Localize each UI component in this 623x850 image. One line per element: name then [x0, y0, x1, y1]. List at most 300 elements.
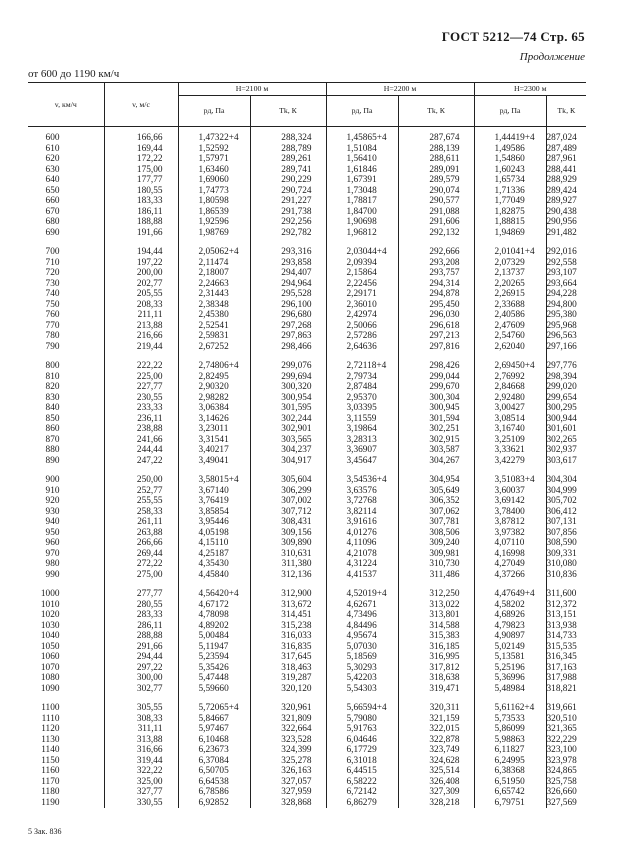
cell-pd-h1: 2,05062+4	[178, 247, 250, 258]
cell-pd-h2: 2,87484	[326, 382, 398, 393]
cell-v-kmh: 1010	[28, 600, 104, 611]
atmosphere-table	[28, 82, 586, 808]
cell-pd-h1: 4,67172	[178, 600, 250, 611]
cell-tk-h1: 296,100	[250, 300, 326, 311]
cell-pd-h1: 6,37084	[178, 756, 250, 767]
cell-v-ms: 197,22	[104, 258, 178, 269]
cell-pd-h2: 2,15864	[326, 268, 398, 279]
table-row	[28, 756, 586, 767]
cell-pd-h2: 2,29171	[326, 289, 398, 300]
cell-tk-h3: 295,380	[546, 310, 577, 320]
cell-pd-h2: 3,03395	[326, 403, 398, 414]
cell-pd-h2: 2,79734	[326, 372, 398, 383]
cell-tk-h2: 304,267	[398, 456, 474, 467]
group-spacer	[28, 580, 586, 589]
cell-tk-h1: 292,256	[250, 217, 326, 228]
cell-v-ms: 227,77	[104, 382, 178, 393]
cell-pd-h1: 5,00484	[178, 631, 250, 642]
cell-v-ms: 297,22	[104, 663, 178, 674]
group-spacer	[28, 694, 586, 703]
cell-pd-h3: 5,86099	[474, 724, 546, 735]
cell-v-ms: 275,00	[104, 570, 178, 581]
cell-v-ms: 316,66	[104, 745, 178, 756]
table-row	[28, 724, 586, 735]
cell-tk-h2: 296,030	[398, 310, 474, 321]
cell-tk-h1: 319,287	[250, 673, 326, 684]
cell-tk-h2: 289,579	[398, 175, 474, 186]
cell-pd-h1: 6,92852	[178, 798, 250, 809]
cell-tk-h2: 317,812	[398, 663, 474, 674]
cell-tk-h1: 327,959	[250, 787, 326, 798]
table-row	[28, 289, 586, 300]
cell-v-kmh: 1190	[28, 798, 104, 809]
cell-tk-h3: 319,661	[546, 703, 577, 713]
cell-v-ms: 266,66	[104, 538, 178, 549]
cell-pd-h3: 1,54860	[474, 154, 546, 165]
cell-tk-h2: 313,801	[398, 610, 474, 621]
cell-tk-h1: 321,809	[250, 714, 326, 725]
cell-pd-h3: 6,24995	[474, 756, 546, 767]
cell-tk-h1: 323,528	[250, 735, 326, 746]
cell-tk-h2: 298,426	[398, 361, 474, 372]
cell-tk-h3: 313,151	[546, 610, 577, 620]
cell-pd-h1: 5,47448	[178, 673, 250, 684]
cell-tk-h3: 322,229	[546, 734, 577, 745]
cell-pd-h3: 2,54760	[474, 331, 546, 342]
cell-tk-h2: 315,383	[398, 631, 474, 642]
table-row	[28, 496, 586, 507]
cell-pd-h3: 1,60243	[474, 165, 546, 176]
table-row	[28, 528, 586, 539]
cell-pd-h1: 2,38348	[178, 300, 250, 311]
cell-tk-h2: 297,816	[398, 342, 474, 353]
cell-tk-h3: 313,938	[546, 620, 577, 631]
cell-tk-h3: 312,372	[546, 599, 577, 610]
cell-tk-h2: 312,250	[398, 589, 474, 600]
cell-tk-h3: 305,702	[546, 496, 577, 506]
cell-pd-h1: 6,64538	[178, 777, 250, 788]
cell-tk-h1: 300,320	[250, 382, 326, 393]
cell-tk-h3: 296,563	[546, 331, 577, 341]
cell-pd-h2: 6,31018	[326, 756, 398, 767]
cell-pd-h3: 2,47609	[474, 321, 546, 332]
cell-pd-h1: 6,10468	[178, 735, 250, 746]
cell-v-kmh: 980	[28, 559, 104, 570]
table-row	[28, 517, 586, 528]
cell-pd-h1: 2,11474	[178, 258, 250, 269]
cell-pd-h3: 2,20265	[474, 279, 546, 290]
cell-pd-h2: 1,45865+4	[326, 127, 398, 144]
cell-tk-h1: 293,858	[250, 258, 326, 269]
cell-pd-h2: 2,50066	[326, 321, 398, 332]
cell-pd-h2: 3,54536+4	[326, 475, 398, 486]
cell-pd-h3: 6,51950	[474, 777, 546, 788]
cell-v-kmh: 1020	[28, 610, 104, 621]
cell-tk-h2: 287,674	[398, 127, 474, 144]
cell-v-ms: 330,55	[104, 798, 178, 809]
cell-pd-h2: 6,17729	[326, 745, 398, 756]
cell-pd-h3: 3,33621	[474, 445, 546, 456]
cell-pd-h1: 1,47322+4	[178, 127, 250, 144]
col-header-h2: H=2200 м	[326, 83, 474, 96]
cell-v-ms: 302,77	[104, 684, 178, 695]
table-row	[28, 745, 586, 756]
cell-pd-h3: 3,08514	[474, 414, 546, 425]
cell-v-kmh: 1080	[28, 673, 104, 684]
cell-pd-h2: 1,78817	[326, 196, 398, 207]
cell-v-ms: 211,11	[104, 310, 178, 321]
cell-v-kmh: 1180	[28, 787, 104, 798]
cell-tk-h2: 310,730	[398, 559, 474, 570]
cell-v-kmh: 1050	[28, 642, 104, 653]
cell-pd-h2: 5,18569	[326, 652, 398, 663]
cell-pd-h3: 2,62040	[474, 342, 546, 353]
cell-pd-h2: 3,82114	[326, 507, 398, 518]
cell-v-kmh: 1150	[28, 756, 104, 767]
cell-pd-h2: 1,73048	[326, 186, 398, 197]
cell-tk-h1: 294,407	[250, 268, 326, 279]
cell-tk-h3: 311,600	[546, 589, 577, 599]
cell-v-ms: 194,44	[104, 247, 178, 258]
cell-v-ms: 305,55	[104, 703, 178, 714]
cell-tk-h3: 291,482	[546, 227, 577, 238]
cell-pd-h1: 5,72065+4	[178, 703, 250, 714]
cell-pd-h2: 2,22456	[326, 279, 398, 290]
cell-v-ms: 247,22	[104, 456, 178, 467]
table-row	[28, 382, 586, 393]
cell-tk-h1: 328,868	[250, 798, 326, 809]
cell-pd-h3: 5,98863	[474, 735, 546, 746]
cell-v-kmh: 680	[28, 217, 104, 228]
cell-tk-h3: 310,836	[546, 569, 577, 580]
table-row	[28, 414, 586, 425]
cell-tk-h2: 295,450	[398, 300, 474, 311]
page-header: ГОСТ 5212—74 Стр. 65	[441, 29, 585, 44]
cell-v-kmh: 880	[28, 445, 104, 456]
cell-tk-h1: 327,057	[250, 777, 326, 788]
cell-pd-h3: 4,90897	[474, 631, 546, 642]
cell-v-kmh: 940	[28, 517, 104, 528]
cell-v-kmh: 870	[28, 435, 104, 446]
cell-tk-h1: 289,261	[250, 154, 326, 165]
cell-tk-h2: 291,606	[398, 217, 474, 228]
col-header-tk: Tk, К	[546, 96, 586, 127]
cell-tk-h2: 309,240	[398, 538, 474, 549]
cell-tk-h1: 306,299	[250, 486, 326, 497]
cell-pd-h3: 1,88815	[474, 217, 546, 228]
cell-tk-h2: 303,587	[398, 445, 474, 456]
cell-v-ms: 216,66	[104, 331, 178, 342]
cell-pd-h3: 1,71336	[474, 186, 546, 197]
cell-tk-h3: 287,961	[546, 154, 577, 164]
cell-pd-h2: 5,30293	[326, 663, 398, 674]
table-row	[28, 559, 586, 570]
table-row	[28, 393, 586, 404]
cell-pd-h3: 2,33688	[474, 300, 546, 311]
cell-tk-h1: 298,466	[250, 342, 326, 353]
table-row	[28, 673, 586, 684]
cell-pd-h1: 4,35430	[178, 559, 250, 570]
cell-pd-h1: 4,56420+4	[178, 589, 250, 600]
cell-pd-h2: 3,91616	[326, 517, 398, 528]
table-row	[28, 165, 586, 176]
cell-tk-h2: 288,139	[398, 144, 474, 155]
cell-tk-h3: 309,331	[546, 548, 577, 559]
cell-tk-h3: 294,228	[546, 289, 577, 299]
cell-v-ms: 233,33	[104, 403, 178, 414]
cell-pd-h3: 5,36996	[474, 673, 546, 684]
cell-pd-h1: 2,67252	[178, 342, 250, 353]
cell-tk-h1: 315,238	[250, 621, 326, 632]
cell-tk-h2: 304,954	[398, 475, 474, 486]
cell-v-kmh: 970	[28, 549, 104, 560]
cell-v-kmh: 900	[28, 475, 104, 486]
cell-pd-h3: 1,77049	[474, 196, 546, 207]
table-row	[28, 247, 586, 258]
cell-v-kmh: 1090	[28, 684, 104, 695]
cell-tk-h3: 300,295	[546, 403, 577, 413]
table-row	[28, 127, 586, 144]
col-header-pd: pд, Па	[178, 96, 250, 127]
cell-v-ms: 208,33	[104, 300, 178, 311]
cell-tk-h1: 297,268	[250, 321, 326, 332]
cell-pd-h3: 1,94869	[474, 228, 546, 239]
cell-pd-h1: 4,15110	[178, 538, 250, 549]
cell-pd-h2: 2,95370	[326, 393, 398, 404]
cell-pd-h3: 3,69142	[474, 496, 546, 507]
col-header-h1: H=2100 м	[178, 83, 326, 96]
col-header-h3: H=2300 м	[474, 83, 586, 96]
cell-tk-h1: 293,316	[250, 247, 326, 258]
cell-tk-h2: 302,915	[398, 435, 474, 446]
table-body	[28, 127, 586, 809]
cell-tk-h3: 306,412	[546, 506, 577, 517]
cell-v-kmh: 1120	[28, 724, 104, 735]
cell-pd-h1: 3,23011	[178, 424, 250, 435]
cell-pd-h2: 6,44515	[326, 766, 398, 777]
cell-tk-h1: 318,463	[250, 663, 326, 674]
page-footer: 5 Зак. 836	[28, 827, 62, 836]
cell-v-kmh: 1000	[28, 589, 104, 600]
cell-v-ms: 180,55	[104, 186, 178, 197]
cell-tk-h3: 292,016	[546, 247, 577, 257]
cell-pd-h1: 1,57971	[178, 154, 250, 165]
cell-tk-h1: 316,033	[250, 631, 326, 642]
cell-pd-h2: 2,64636	[326, 342, 398, 353]
table-row	[28, 175, 586, 186]
cell-tk-h3: 294,800	[546, 299, 577, 310]
cell-v-kmh: 730	[28, 279, 104, 290]
cell-tk-h2: 297,213	[398, 331, 474, 342]
cell-v-kmh: 1030	[28, 621, 104, 632]
cell-tk-h3: 289,927	[546, 196, 577, 206]
cell-v-kmh: 630	[28, 165, 104, 176]
table-row	[28, 703, 586, 714]
cell-tk-h3: 302,937	[546, 445, 577, 455]
cell-pd-h2: 2,72118+4	[326, 361, 398, 372]
cell-tk-h3: 287,489	[546, 143, 577, 154]
cell-tk-h1: 288,324	[250, 127, 326, 144]
cell-v-kmh: 860	[28, 424, 104, 435]
table-row	[28, 507, 586, 518]
cell-pd-h2: 1,67391	[326, 175, 398, 186]
table-row	[28, 475, 586, 486]
cell-v-ms: 283,33	[104, 610, 178, 621]
cell-v-kmh: 850	[28, 414, 104, 425]
cell-tk-h3: 320,510	[546, 713, 577, 724]
cell-tk-h3: 288,441	[546, 164, 577, 175]
cell-pd-h1: 3,76419	[178, 496, 250, 507]
cell-tk-h3: 301,601	[546, 424, 577, 434]
cell-v-ms: 280,55	[104, 600, 178, 611]
cell-tk-h2: 322,015	[398, 724, 474, 735]
cell-tk-h2: 316,995	[398, 652, 474, 663]
table-row	[28, 424, 586, 435]
col-header-pd: pд, Па	[326, 96, 398, 127]
cell-tk-h3: 298,394	[546, 371, 577, 382]
cell-pd-h1: 4,89202	[178, 621, 250, 632]
cell-pd-h2: 2,42974	[326, 310, 398, 321]
cell-pd-h2: 3,36907	[326, 445, 398, 456]
table-row	[28, 154, 586, 165]
cell-tk-h2: 293,208	[398, 258, 474, 269]
cell-pd-h3: 4,58202	[474, 600, 546, 611]
cell-tk-h1: 291,738	[250, 207, 326, 218]
table-row	[28, 403, 586, 414]
cell-pd-h1: 1,80598	[178, 196, 250, 207]
cell-v-ms: 200,00	[104, 268, 178, 279]
cell-tk-h1: 300,954	[250, 393, 326, 404]
cell-v-ms: 236,11	[104, 414, 178, 425]
cell-tk-h3: 324,865	[546, 766, 577, 776]
cell-pd-h1: 4,25187	[178, 549, 250, 560]
cell-tk-h2: 311,486	[398, 570, 474, 581]
cell-v-ms: 325,00	[104, 777, 178, 788]
cell-pd-h1: 3,40217	[178, 445, 250, 456]
cell-pd-h3: 4,79823	[474, 621, 546, 632]
cell-tk-h1: 305,604	[250, 475, 326, 486]
cell-tk-h2: 328,218	[398, 798, 474, 809]
table-row	[28, 714, 586, 725]
table-row	[28, 279, 586, 290]
cell-tk-h3: 321,365	[546, 724, 577, 734]
cell-pd-h3: 1,65734	[474, 175, 546, 186]
cell-tk-h1: 312,136	[250, 570, 326, 581]
cell-tk-h1: 290,724	[250, 186, 326, 197]
table-row	[28, 186, 586, 197]
cell-v-kmh: 710	[28, 258, 104, 269]
col-header-tk: Tk, К	[250, 96, 326, 127]
table-row	[28, 217, 586, 228]
cell-tk-h2: 300,945	[398, 403, 474, 414]
cell-pd-h1: 2,98282	[178, 393, 250, 404]
cell-tk-h1: 320,120	[250, 684, 326, 695]
cell-tk-h1: 288,789	[250, 144, 326, 155]
cell-v-ms: 308,33	[104, 714, 178, 725]
cell-pd-h2: 6,58222	[326, 777, 398, 788]
table-row	[28, 798, 586, 809]
cell-pd-h2: 5,54303	[326, 684, 398, 695]
cell-tk-h3: 290,956	[546, 217, 577, 227]
table-row	[28, 621, 586, 632]
cell-pd-h3: 2,26915	[474, 289, 546, 300]
cell-tk-h1: 311,380	[250, 559, 326, 570]
cell-v-ms: 202,77	[104, 279, 178, 290]
cell-pd-h2: 5,66594+4	[326, 703, 398, 714]
cell-v-kmh: 690	[28, 228, 104, 239]
cell-tk-h3: 288,929	[546, 175, 577, 185]
cell-pd-h2: 1,61846	[326, 165, 398, 176]
cell-pd-h1: 4,45840	[178, 570, 250, 581]
cell-tk-h1: 290,229	[250, 175, 326, 186]
cell-tk-h2: 290,577	[398, 196, 474, 207]
cell-pd-h1: 2,24663	[178, 279, 250, 290]
cell-v-kmh: 840	[28, 403, 104, 414]
cell-pd-h1: 1,98769	[178, 228, 250, 239]
cell-tk-h2: 294,314	[398, 279, 474, 290]
cell-pd-h3: 1,49586	[474, 144, 546, 155]
cell-v-kmh: 660	[28, 196, 104, 207]
table-row	[28, 435, 586, 446]
cell-pd-h1: 6,50705	[178, 766, 250, 777]
cell-pd-h1: 2,31443	[178, 289, 250, 300]
cell-v-kmh: 700	[28, 247, 104, 258]
cell-v-ms: 255,55	[104, 496, 178, 507]
cell-tk-h2: 299,044	[398, 372, 474, 383]
cell-v-kmh: 990	[28, 570, 104, 581]
cell-pd-h2: 2,09394	[326, 258, 398, 269]
cell-tk-h3: 304,304	[546, 475, 577, 485]
cell-tk-h3: 325,758	[546, 776, 577, 787]
cell-pd-h2: 4,11096	[326, 538, 398, 549]
cell-v-kmh: 720	[28, 268, 104, 279]
cell-v-ms: 319,44	[104, 756, 178, 767]
cell-v-kmh: 890	[28, 456, 104, 467]
cell-pd-h1: 3,67140	[178, 486, 250, 497]
cell-tk-h1: 303,565	[250, 435, 326, 446]
cell-pd-h2: 5,42203	[326, 673, 398, 684]
cell-v-kmh: 1040	[28, 631, 104, 642]
cell-v-kmh: 790	[28, 342, 104, 353]
cell-v-ms: 327,77	[104, 787, 178, 798]
table-row	[28, 372, 586, 383]
cell-v-ms: 250,00	[104, 475, 178, 486]
cell-tk-h3: 292,558	[546, 257, 577, 268]
table-row	[28, 663, 586, 674]
table-row	[28, 600, 586, 611]
cell-pd-h1: 1,69060	[178, 175, 250, 186]
cell-pd-h2: 4,95674	[326, 631, 398, 642]
cell-v-kmh: 810	[28, 372, 104, 383]
cell-tk-h3: 326,660	[546, 787, 577, 797]
cell-pd-h2: 1,90698	[326, 217, 398, 228]
cell-pd-h1: 3,95446	[178, 517, 250, 528]
cell-pd-h3: 5,13581	[474, 652, 546, 663]
table-row	[28, 735, 586, 746]
cell-tk-h3: 317,163	[546, 662, 577, 673]
cell-tk-h2: 301,594	[398, 414, 474, 425]
cell-v-kmh: 780	[28, 331, 104, 342]
cell-pd-h2: 2,36010	[326, 300, 398, 311]
cell-tk-h3: 300,944	[546, 413, 577, 424]
cell-pd-h3: 6,65742	[474, 787, 546, 798]
cell-pd-h2: 5,79080	[326, 714, 398, 725]
cell-tk-h1: 296,680	[250, 310, 326, 321]
cell-tk-h3: 307,856	[546, 527, 577, 538]
cell-tk-h1: 304,237	[250, 445, 326, 456]
cell-pd-h3: 6,11827	[474, 745, 546, 756]
cell-pd-h3: 3,97382	[474, 528, 546, 539]
